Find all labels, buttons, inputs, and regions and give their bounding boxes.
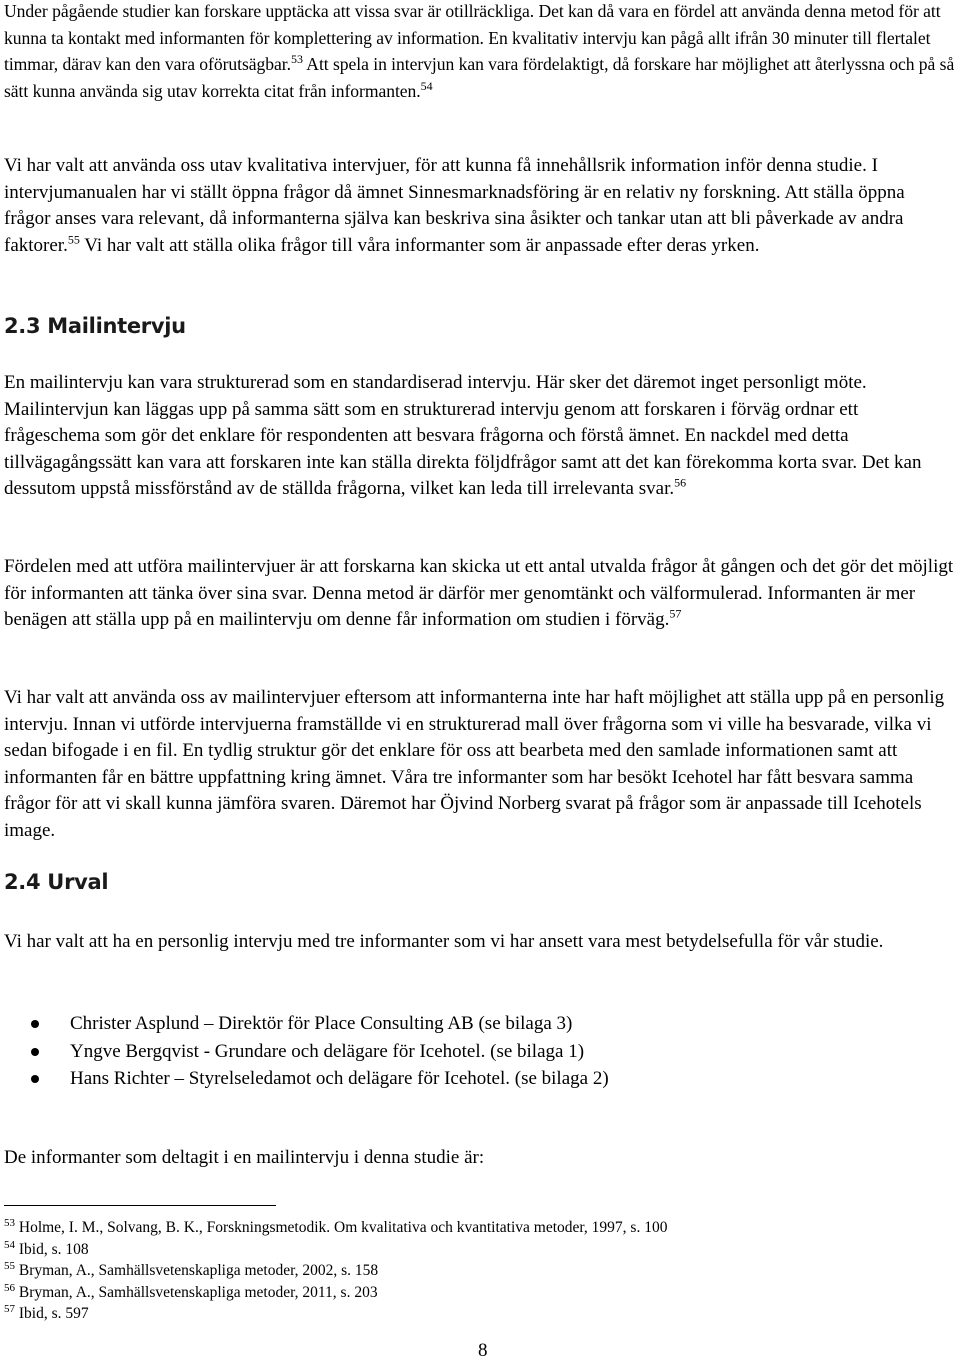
footnote-number: 54 (4, 1238, 15, 1251)
list-item-text: Christer Asplund – Direktör för Place Consulting AB (se bilaga 3) (70, 1013, 573, 1034)
section-heading-2-3: 2.3 Mailintervju (4, 314, 186, 338)
paragraph-mail-interview-choice (4, 685, 956, 844)
footnote-text: Bryman, A., Samhällsvetenskapliga metoder, 2002, s. 158 (18, 1262, 379, 1279)
footnote-ref-54: 54 (420, 78, 433, 93)
footnote-text: Ibid, s. 597 (18, 1305, 89, 1322)
page-number: 8 (478, 1340, 488, 1361)
footnote-number: 53 (4, 1216, 15, 1229)
footnote-ref-55: 55 (67, 232, 80, 247)
footnote-ref-57: 57 (669, 606, 682, 621)
paragraph-mail-interview-intro (4, 370, 956, 503)
footnote-ref-53: 53 (291, 52, 303, 67)
footnote-53 (4, 1217, 667, 1239)
paragraph-qualitative-interviews (4, 153, 954, 259)
paragraph-text: Fördelen med att utföra mailintervjuer är att forskarna kan skicka ut ett antal utvalda frågor åt gången och det gör det möjligt för informanten att tänka över sina svar. Denna metod är därför mer genomtänkt och välformulerad. Informanten är mer benägen att ställa upp på en mailintervju om denne får information om studien i förväg. (4, 556, 954, 630)
paragraph-text: En mailintervju kan vara strukturerad som en standardiserad intervju. Här sker det däremot inget personligt möte. Mailintervjun kan läggas upp på samma sätt som en strukturerad intervju genom att forskaren i förväg ordnar ett frågeschema som gör det enklare för respondenten att besvara frågorna och förstå ämnet. En nackdel med detta tillvägagångssätt kan vara att forskaren inte kan ställa direkta följdfrågor samt att det kan förekomma korta svar. Det kan dessutom uppstå missförstånd av de ställda frågorna, vilket kan leda till irrelevanta svar. (4, 372, 922, 499)
footnotes (4, 1217, 667, 1325)
bullet-icon (31, 1075, 39, 1083)
footnote-number: 57 (4, 1302, 15, 1315)
paragraph-text: Under pågående studier kan forskare upptäcka att vissa svar är otillräckliga. Det kan då vara en fördel att använda denna metod för att kunna ta kontakt med informanten för komplettering av information. En kvalitativ intervju kan pågå allt ifrån 30 minuter till flertalet timmar, därav kan den vara oförutsägbar. (4, 1, 941, 74)
list-item-text: Yngve Bergqvist - Grundare och delägare för Icehotel. (se bilaga 1) (70, 1040, 585, 1062)
footnote-text: Ibid, s. 108 (18, 1240, 89, 1258)
footnote-text: Bryman, A., Samhällsvetenskapliga metoder, 2011, s. 203 (18, 1283, 378, 1301)
informant-list (4, 1010, 956, 1093)
paragraph-mail-informants (4, 1145, 956, 1172)
list-item (4, 1038, 956, 1066)
section-heading-2-4: 2.4 Urval (4, 870, 109, 894)
list-item-text: Hans Richter – Styrelseledamot och delägare för Icehotel. (se bilaga 2) (70, 1068, 609, 1089)
list-item (4, 1010, 956, 1038)
paragraph-text: Vi har valt att använda oss av mailintervjuer eftersom att informanterna inte har haft möjlighet att ställa upp på en personlig intervju. Innan vi utförde intervjuerna framställde vi en strukturerad mall över frågorna som vi ville ha besvarade, vilka vi sedan bifogade i en fil. En tydlig struktur gör det enklare för oss att bearbeta med den samlade informationen samt att informanten får en bättre uppfattning kring ämnet. Våra tre informanter som har besökt Icehotel har fått besvara samma frågor för att vi skall kunna jämföra svaren. Däremot har Öjvind Norberg svarat på frågor som är anpassade till Icehotels image. (4, 687, 945, 841)
footnote-57 (4, 1303, 667, 1325)
footnote-56 (4, 1282, 667, 1304)
paragraph-text: Att spela in intervjun kan vara fördelaktigt, då forskare har möjlighet att återlyssna och på så sätt kunna använda sig utav korrekta citat från informanten. (4, 54, 955, 101)
paragraph-text: Vi har valt att ha en personlig intervju med tre informanter som vi har ansett vara mest betydelsefulla för vår studie. (4, 931, 884, 952)
paragraph-text: Vi har valt att använda oss utav kvalitativa intervjuer, för att kunna få innehållsrik information inför denna studie. I intervjumanualen har vi ställt öppna frågor då ämnet Sinnesmarknadsföring är en relativ ny forskning. Att ställa öppna frågor anses vara relevant, då informanterna själva kan beskriva sina åsikter och tankar utan att bli påverkade av andra faktorer. (4, 155, 905, 256)
paragraph-text: De informanter som deltagit i en mailintervju i denna studie är: (4, 1147, 485, 1168)
footnote-text: Holme, I. M., Solvang, B. K., Forskningsmetodik. Om kvalitativa och kvantitativa metoder, 1997, s. 100 (18, 1219, 668, 1236)
footnote-54 (4, 1239, 667, 1261)
footnote-number: 55 (4, 1259, 15, 1272)
footnote-number: 56 (4, 1281, 15, 1294)
bullet-icon (31, 1020, 39, 1028)
footnote-separator (4, 1205, 276, 1206)
bullet-icon (31, 1048, 39, 1056)
paragraph-selection-intro (4, 929, 956, 956)
footnote-ref-56: 56 (674, 475, 687, 490)
paragraph-text: Vi har valt att ställa olika frågor till våra informanter som är anpassade efter deras yrken. (84, 234, 760, 256)
paragraph-mail-interview-advantages (4, 554, 956, 634)
list-item (4, 1065, 956, 1093)
paragraph-interview-followup (4, 0, 956, 104)
footnote-55 (4, 1260, 667, 1282)
